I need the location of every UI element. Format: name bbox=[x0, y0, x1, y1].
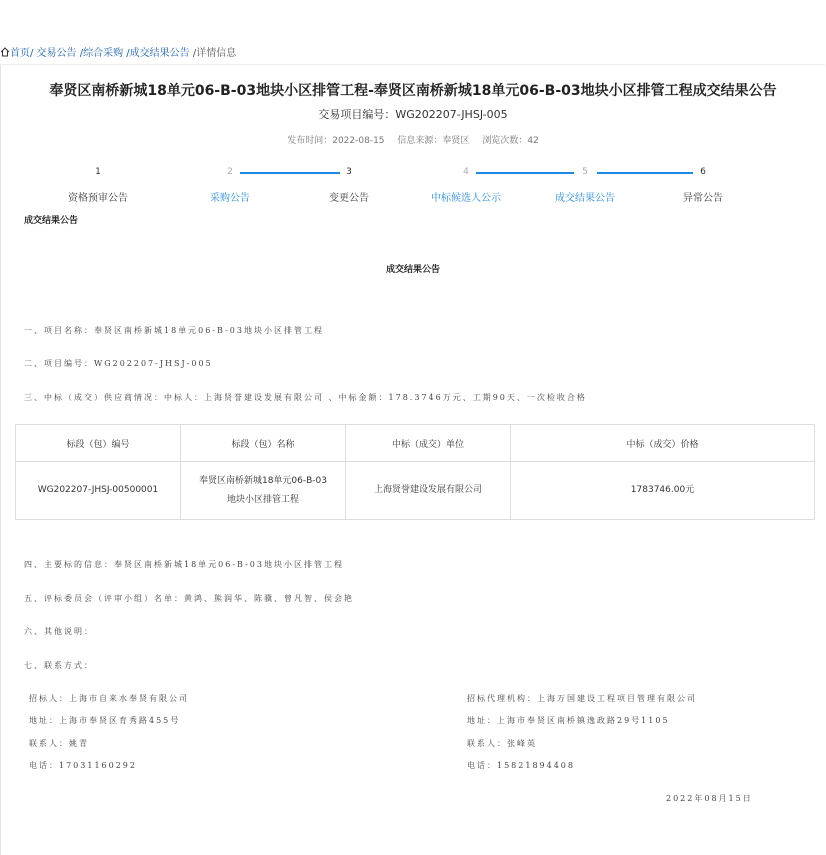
contact-tenderer-phone: 电话：17031160292 bbox=[29, 761, 137, 770]
doc-title: 成交结果公告 bbox=[385, 265, 440, 275]
table-row bbox=[16, 462, 815, 520]
cell-name-line1: 奉贤区南桥新城18单元06-B-03 bbox=[198, 475, 328, 486]
step-num-1: 1 bbox=[95, 167, 101, 177]
step-num-3: 3 bbox=[346, 167, 352, 177]
step-connector-2-3 bbox=[240, 172, 340, 174]
cell-price: 1783746.00元 bbox=[511, 462, 815, 520]
table-header-row bbox=[16, 425, 815, 462]
home-icon[interactable] bbox=[0, 47, 10, 57]
step-num-6: 6 bbox=[700, 167, 706, 177]
step-label-result[interactable]: 成交结果公告 bbox=[555, 193, 615, 204]
breadcrumb-home[interactable]: 首页/ bbox=[10, 48, 34, 59]
contact-agency: 招标代理机构：上海万国建设工程项目管理有限公司 bbox=[467, 694, 697, 703]
page-title: 奉贤区南桥新城18单元06-B-03地块小区排管工程-奉贤区南桥新城18单元06-B-03地块小区排管工程成交结果公告 bbox=[49, 83, 777, 99]
doc-project-name: 一、项目名称：奉贤区南桥新城18单元06-B-03地块小区排管工程 bbox=[24, 326, 324, 335]
breadcrumb-current: /详情信息 bbox=[189, 48, 237, 59]
contact-tenderer: 招标人：上海市自来水奉贤有限公司 bbox=[29, 694, 189, 703]
info-source: 信息来源：奉贤区 bbox=[397, 136, 470, 146]
cell-code: WG202207-JHSJ-00500001 bbox=[16, 462, 181, 520]
step-label-prequal: 资格预审公告 bbox=[68, 193, 128, 204]
step-num-2: 2 bbox=[227, 167, 233, 177]
cell-name-line2: 地块小区排管工程 bbox=[226, 494, 299, 505]
contact-agency-address: 地址：上海市奉贤区南桥镇逸政路29号1105 bbox=[467, 716, 670, 725]
col-header-name: 标段（包）名称 bbox=[181, 425, 346, 462]
step-label-change: 变更公告 bbox=[329, 193, 369, 204]
doc-main-item: 四、主要标的信息：奉贤区南桥新城18单元06-B-03地块小区排管工程 bbox=[24, 560, 344, 569]
doc-committee: 五、评标委员会（评审小组）名单：黄鸿、熊润华、陈骥、曾凡智、侯会艳 bbox=[24, 594, 354, 603]
view-count: 浏览次数：42 bbox=[482, 136, 539, 146]
result-table bbox=[15, 424, 815, 520]
breadcrumb-trade-notice[interactable]: 交易公告 bbox=[33, 48, 77, 59]
contact-agency-phone: 电话：15821894408 bbox=[467, 761, 575, 770]
step-label-procurement[interactable]: 采购公告 bbox=[210, 193, 250, 204]
doc-contact-head: 七、联系方式： bbox=[24, 661, 94, 670]
publish-time: 发布时间：2022-08-15 bbox=[287, 136, 385, 146]
cell-unit: 上海贤誉建设发展有限公司 bbox=[346, 462, 511, 520]
doc-other: 六、其他说明： bbox=[24, 627, 94, 636]
contact-agency-person: 联系人：张峰英 bbox=[467, 739, 537, 748]
notice-date: 2022年08月15日 bbox=[666, 794, 753, 803]
contact-tenderer-address: 地址：上海市奉贤区育秀路455号 bbox=[29, 716, 181, 725]
col-header-code: 标段（包）编号 bbox=[16, 425, 181, 462]
step-label-candidates[interactable]: 中标候选人公示 bbox=[431, 193, 501, 204]
step-connector-4-5 bbox=[476, 172, 574, 174]
step-num-5: 5 bbox=[582, 167, 588, 177]
project-number: 交易项目编号：WG202207-JHSJ-005 bbox=[318, 108, 508, 121]
col-header-unit: 中标（成交）单位 bbox=[346, 425, 511, 462]
breadcrumb-procurement[interactable]: /综合采购 bbox=[76, 48, 124, 59]
cell-name bbox=[181, 462, 346, 520]
section-title: 成交结果公告 bbox=[24, 216, 79, 226]
meta-info bbox=[0, 133, 826, 146]
step-num-4: 4 bbox=[463, 167, 469, 177]
breadcrumb-result-notice[interactable]: /成交结果公告 bbox=[123, 48, 190, 59]
step-label-abnormal: 异常公告 bbox=[683, 193, 723, 204]
breadcrumb bbox=[0, 44, 236, 59]
contact-tenderer-person: 联系人：姚青 bbox=[29, 739, 89, 748]
doc-supplier: 三、中标（成交）供应商情况：中标人：上海贤誉建设发展有限公司 、中标金额：178.3746万元、工期90天、一次检收合格 bbox=[24, 393, 587, 402]
doc-project-no: 二、项目编号：WG202207-JHSJ-005 bbox=[24, 359, 213, 368]
col-header-price: 中标（成交）价格 bbox=[511, 425, 815, 462]
step-connector-5-6 bbox=[597, 172, 693, 174]
